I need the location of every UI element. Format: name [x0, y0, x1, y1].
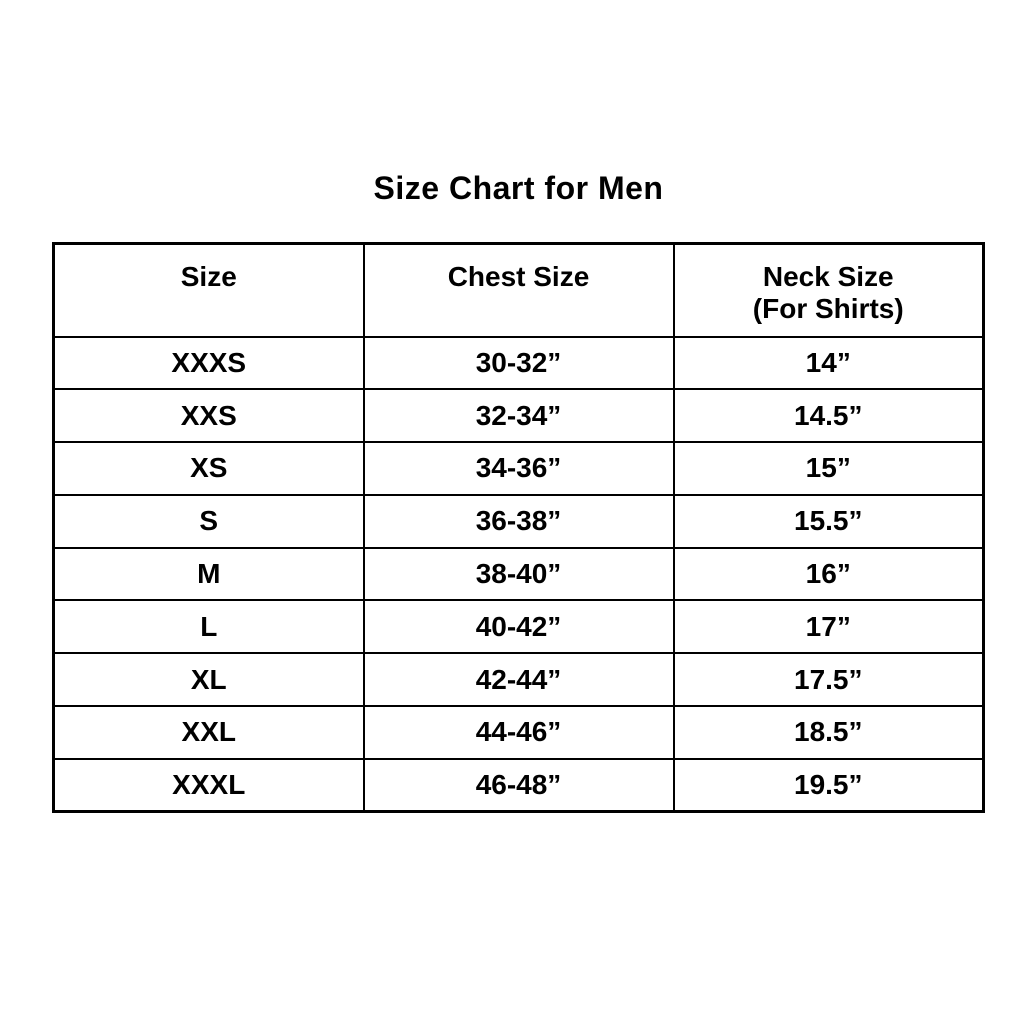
size-chart-table [52, 242, 985, 813]
cell-size: M [54, 548, 364, 601]
cell-size: XXXS [54, 337, 364, 390]
cell-chest-size: 46-48” [364, 759, 674, 812]
cell-chest-size: 32-34” [364, 389, 674, 442]
column-header-chest-size-label: Chest Size [447, 261, 590, 292]
header-row [54, 244, 984, 337]
table-row [54, 600, 984, 653]
cell-size: XXL [54, 706, 364, 759]
cell-neck-size: 18.5” [674, 706, 984, 759]
cell-neck-size: 17” [674, 600, 984, 653]
column-header-size-label: Size [180, 261, 237, 292]
cell-neck-size: 17.5” [674, 653, 984, 706]
table-row [54, 759, 984, 812]
cell-neck-size: 19.5” [674, 759, 984, 812]
cell-chest-size: 34-36” [364, 442, 674, 495]
cell-chest-size: 36-38” [364, 495, 674, 548]
cell-size: XXS [54, 389, 364, 442]
table-row [54, 337, 984, 390]
cell-size: XS [54, 442, 364, 495]
cell-chest-size: 42-44” [364, 653, 674, 706]
column-header-size [54, 244, 364, 337]
cell-chest-size: 38-40” [364, 548, 674, 601]
cell-chest-size: 40-42” [364, 600, 674, 653]
table-row [54, 653, 984, 706]
cell-size: L [54, 600, 364, 653]
table-row [54, 389, 984, 442]
table-row [54, 706, 984, 759]
cell-neck-size: 14.5” [674, 389, 984, 442]
table-row [54, 495, 984, 548]
table-row [54, 442, 984, 495]
column-header-chest-size [364, 244, 674, 337]
cell-size: XL [54, 653, 364, 706]
cell-neck-size: 16” [674, 548, 984, 601]
cell-neck-size: 15” [674, 442, 984, 495]
cell-neck-size: 15.5” [674, 495, 984, 548]
cell-chest-size: 44-46” [364, 706, 674, 759]
cell-chest-size: 30-32” [364, 337, 674, 390]
column-header-neck-size-subtitle: (For Shirts) [752, 293, 904, 325]
cell-size: XXXL [54, 759, 364, 812]
column-header-neck-size-label: Neck Size [762, 261, 894, 292]
page-title: Size Chart for Men [373, 170, 664, 206]
cell-neck-size: 14” [674, 337, 984, 390]
cell-size: S [54, 495, 364, 548]
column-header-neck-size [674, 244, 984, 337]
table-row [54, 548, 984, 601]
